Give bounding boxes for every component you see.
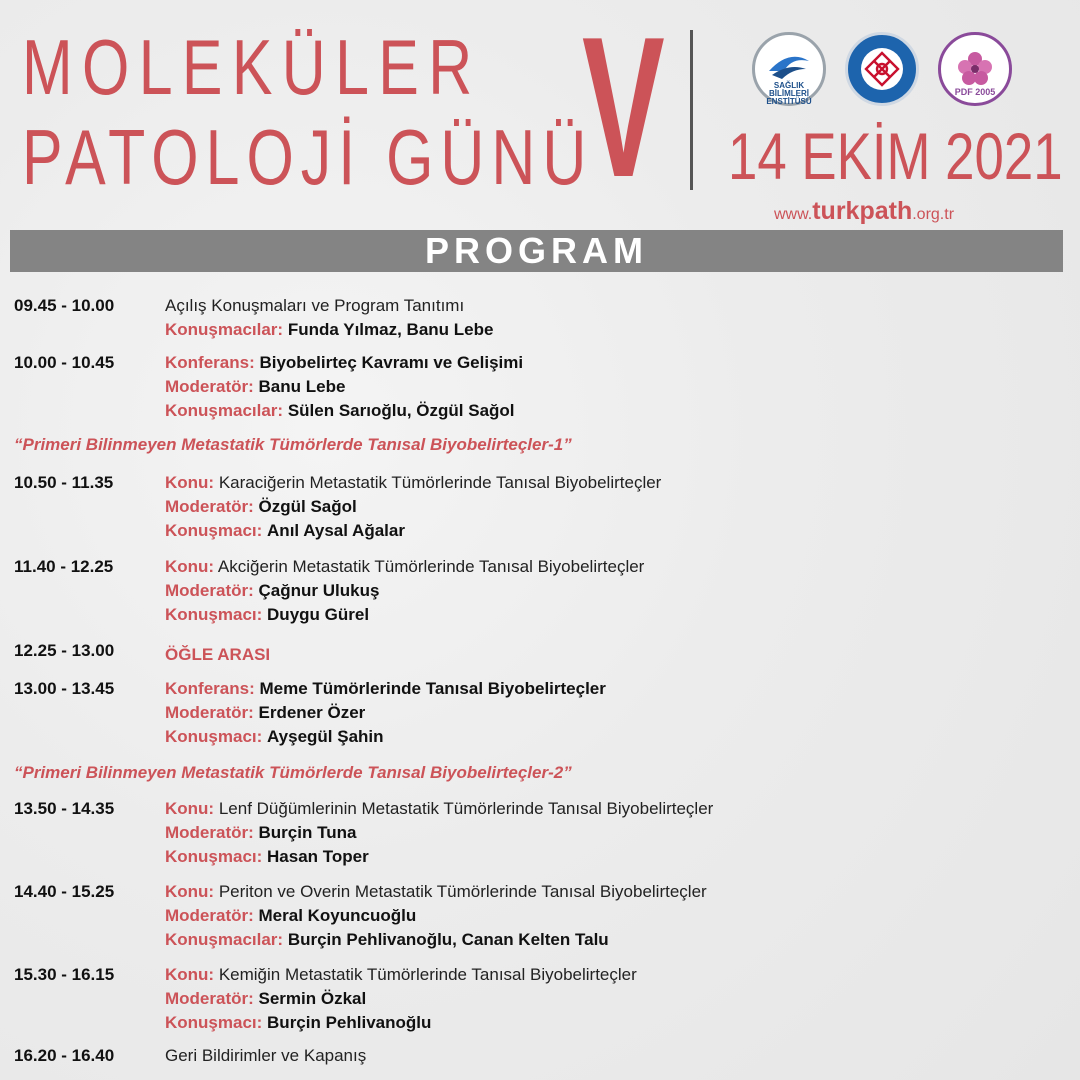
pdf-logo-text: PDF 2005 (954, 87, 996, 97)
person-or-title-text: Özgül Sağol (258, 497, 357, 516)
schedule-line (165, 472, 661, 494)
person-or-title-text: Funda Yılmaz, Banu Lebe (287, 320, 494, 339)
event-date: 14 EKİM 2021 (728, 119, 1063, 193)
person-or-title-text: Biyobelirteç Kavramı ve Gelişimi (259, 353, 524, 372)
role-label: Konu: (165, 882, 215, 901)
schedule-time: 10.50 - 11.35 (14, 473, 114, 492)
schedule-time: 10.00 - 10.45 (14, 353, 115, 372)
event-title-line2: PATOLOJİ GÜNÜ (22, 113, 594, 201)
session-title: “Primeri Bilinmeyen Metastatik Tümörlerde Tanısal Biyobelirteçler-1” (14, 435, 572, 454)
session-title: “Primeri Bilinmeyen Metastatik Tümörlerde Tanısal Biyobelirteçler-2” (14, 763, 572, 782)
person-or-title-text: Ayşegül Şahin (267, 727, 384, 746)
website-suffix: .org.tr (912, 206, 955, 223)
topic-text: Karaciğerin Metastatik Tümörlerinde Tanısal Biyobelirteçler (218, 473, 662, 492)
schedule-line (165, 702, 365, 724)
role-label: Konuşmacılar: (165, 930, 284, 949)
role-label: Moderatör: (165, 989, 254, 1008)
schedule-line (165, 496, 357, 518)
institute-logo-text: SAĞLIK BİLİMLERİ ENSTİTÜSÜ (766, 81, 812, 106)
schedule-line (165, 929, 609, 951)
schedule-line (165, 678, 606, 700)
role-label: Konuşmacı: (165, 847, 263, 866)
edition-numeral: V (582, 0, 665, 219)
schedule-line (165, 319, 493, 341)
role-label: Konferans: (165, 353, 255, 372)
role-label: Konu: (165, 557, 215, 576)
schedule-line (165, 1012, 431, 1034)
role-label: Moderatör: (165, 823, 254, 842)
person-or-title-text: Çağnur Ulukuş (258, 581, 380, 600)
schedule-time: 15.30 - 16.15 (14, 965, 115, 984)
role-label: Konuşmacı: (165, 521, 263, 540)
schedule-time: 12.25 - 13.00 (14, 641, 115, 660)
schedule-time: 09.45 - 10.00 (14, 296, 115, 315)
schedule-line (165, 905, 416, 927)
schedule-time: 13.50 - 14.35 (14, 799, 115, 818)
schedule-line (165, 1045, 366, 1067)
schedule-time: 11.40 - 12.25 (14, 557, 114, 576)
role-label: Konuşmacılar: (165, 401, 284, 420)
topic-text: Akciğerin Metastatik Tümörlerinde Tanısal Biyobelirteçler (217, 557, 645, 576)
event-title-line1: MOLEKÜLER (22, 23, 482, 111)
person-or-title-text: Hasan Toper (267, 847, 369, 866)
schedule-line (165, 822, 356, 844)
role-label: Konuşmacı: (165, 727, 263, 746)
role-label: Konferans: (165, 679, 255, 698)
role-label: Moderatör: (165, 581, 254, 600)
schedule-line (165, 846, 369, 868)
person-or-title-text: Duygu Gürel (267, 605, 370, 624)
schedule-line (165, 881, 707, 903)
person-or-title-text: Sermin Özkal (258, 989, 367, 1008)
person-or-title-text: Meme Tümörlerinde Tanısal Biyobelirteçler (259, 679, 606, 698)
person-or-title-text: Burçin Pehlivanoğlu, Canan Kelten Talu (287, 930, 609, 949)
role-label: Moderatör: (165, 497, 254, 516)
schedule-line (165, 988, 366, 1010)
topic-text: Kemiğin Metastatik Tümörlerinde Tanısal Biyobelirteçler (218, 965, 637, 984)
schedule-line (165, 400, 515, 422)
person-or-title-text: Burçin Pehlivanoğlu (267, 1013, 432, 1032)
schedule-line (165, 604, 369, 626)
role-label: Konuşmacı: (165, 605, 263, 624)
person-or-title-text: Meral Koyuncuoğlu (258, 906, 417, 925)
item-text: ÖĞLE ARASI (165, 645, 271, 664)
person-or-title-text: Erdener Özer (258, 703, 366, 722)
role-label: Moderatör: (165, 377, 254, 396)
role-label: Konuşmacı: (165, 1013, 263, 1032)
role-label: Konu: (165, 965, 215, 984)
schedule-line (165, 556, 644, 578)
person-or-title-text: Anıl Aysal Ağalar (267, 521, 405, 540)
schedule-line (165, 376, 345, 398)
program-heading: PROGRAM (425, 230, 648, 271)
role-label: Konu: (165, 473, 215, 492)
schedule-line (165, 964, 637, 986)
website-prefix: www. (774, 206, 813, 223)
schedule-line (165, 295, 464, 317)
schedule-time: 16.20 - 16.40 (14, 1046, 115, 1065)
person-or-title-text: Burçin Tuna (258, 823, 357, 842)
role-label: Moderatör: (165, 906, 254, 925)
schedule-time: 14.40 - 15.25 (14, 882, 115, 901)
role-label: Konu: (165, 799, 215, 818)
schedule-line (165, 798, 713, 820)
topic-text: Lenf Düğümlerinin Metastatik Tümörlerinde Tanısal Biyobelirteçler (218, 799, 714, 818)
schedule-line (165, 580, 379, 602)
schedule-line (165, 644, 270, 666)
schedule-time: 13.00 - 13.45 (14, 679, 115, 698)
role-label: Moderatör: (165, 703, 254, 722)
schedule-line (165, 520, 405, 542)
schedule-line (165, 726, 384, 748)
item-text: Geri Bildirimler ve Kapanış (165, 1046, 367, 1065)
role-label: Konuşmacılar: (165, 320, 284, 339)
topic-text: Periton ve Overin Metastatik Tümörlerinde Tanısal Biyobelirteçler (218, 882, 707, 901)
website-main: turkpath (812, 197, 913, 225)
item-text: Açılış Konuşmaları ve Program Tanıtımı (165, 296, 465, 315)
schedule-line (165, 352, 523, 374)
person-or-title-text: Banu Lebe (258, 377, 346, 396)
person-or-title-text: Sülen Sarıoğlu, Özgül Sağol (287, 401, 515, 420)
